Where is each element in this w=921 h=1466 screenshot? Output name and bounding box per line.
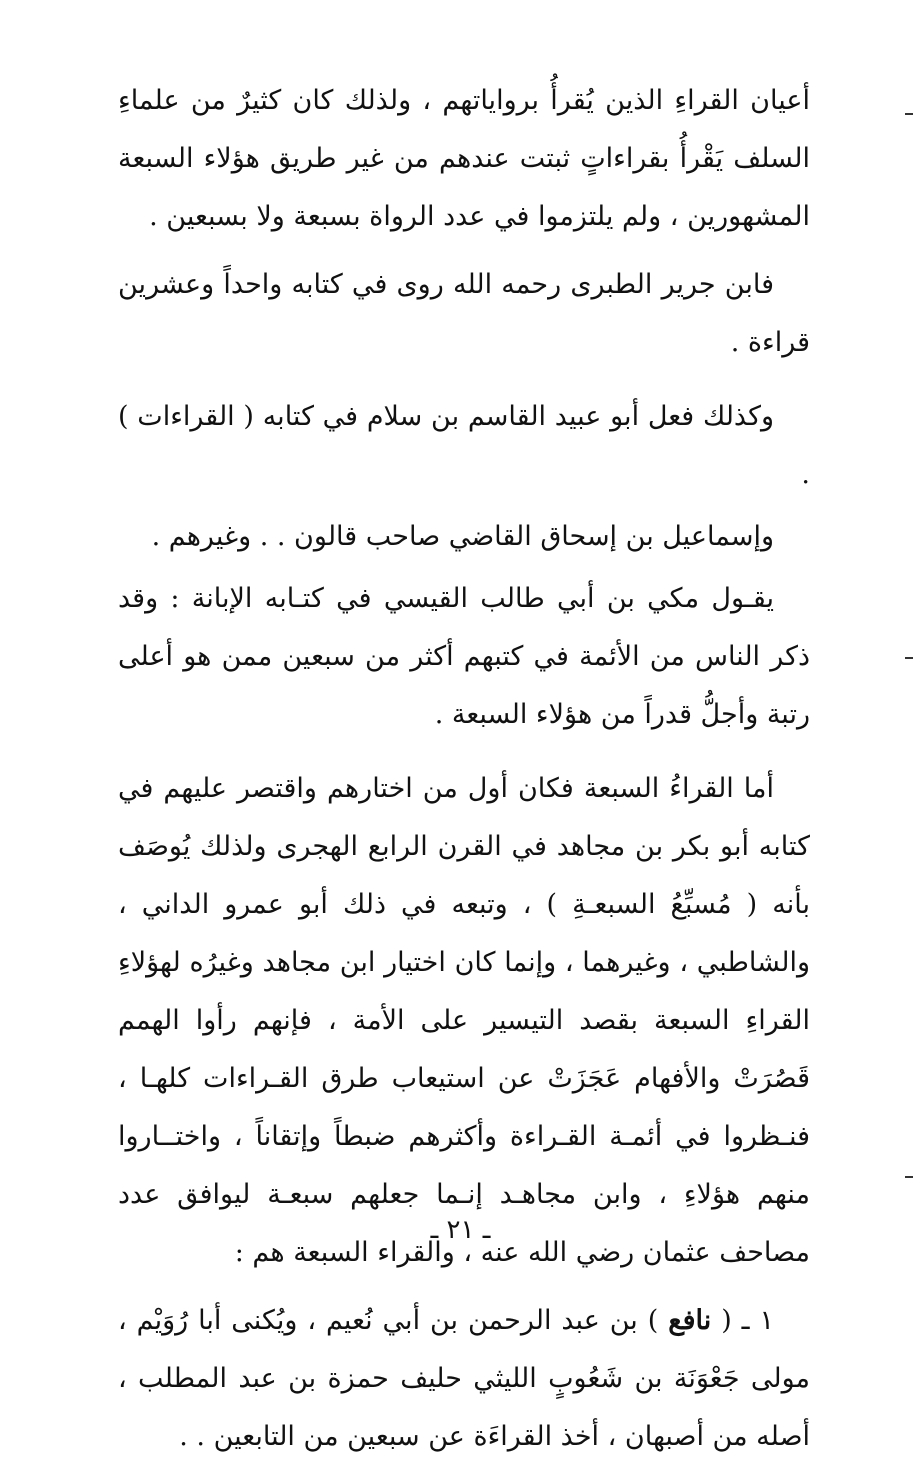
numbered-item bbox=[118, 1292, 810, 1466]
margin-mark bbox=[905, 657, 913, 659]
paragraph-1: أعيان القراءِ الذين يُقرأُ برواياتهم ، ولذلك كان كثيرٌ من علماءِ السلف يَقْرأُ بقراءاتٍ ثبتت عندهم من غير طريق هؤلاء السبعة المشهورين ، ولم يلتزموا في عدد الرواة بسبعة ولا بسبعين . bbox=[118, 85, 810, 232]
page-body bbox=[118, 72, 810, 1466]
item-prefix: ١ ـ ( bbox=[721, 1305, 775, 1336]
margin-mark bbox=[905, 1176, 913, 1178]
paragraph-5: يقـول مكي بن أبي طالب القيسي في كتـابه الإبانة : وقد ذكر الناس من الأئمة في كتبهم أكثر من سبعين ممن هو أعلى رتبة وأجلُّ قدراً من هؤلاء السبعة . bbox=[118, 583, 810, 730]
paragraph-3: وكذلك فعل أبو عبيد القاسم بن سلام في كتابه ( القراءات ) . bbox=[118, 401, 810, 490]
paragraph-2: فابن جرير الطبرى رحمه الله روى في كتابه واحداً وعشرين قراءة . bbox=[118, 269, 810, 358]
paragraph-6: أما القراءُ السبعة فكان أول من اختارهم واقتصر عليهم في كتابه أبو بكر بن مجاهد في القرن الرابع الهجرى ولذلك يُوصَف بأنه ( مُسبِّعُ السبعـةِ ) ، وتبعه في ذلك أبو عمرو الداني ، والشاطبي ، وغيرهما ، وإنما كان اختيار ابن مجاهد وغيرُه لهؤلاءِ القراءِ السبعة بقصد التيسير على الأمة ، فإنهم رأوا الهمم قَصُرَتْ والأفهام عَجَزَتْ عن استيعاب طرق القـراءات كلهـا ، فنـظروا في أئمـة القـراءة وأكثرهم ضبطاً وإتقاناً ، واختــاروا منهم هؤلاءِ ، وابن مجاهـد إنـما جعلهم سبعـة ليوافق عدد مصاحف عثمان رضي الله عنه ، والقراء السبعة هم : bbox=[118, 773, 810, 1268]
item-name: نافع bbox=[668, 1305, 712, 1336]
paragraph-4: وإسماعيل بن إسحاق القاضي صاحب قالون . . وغيرهم . bbox=[151, 521, 774, 552]
item-text: بن عبد الرحمن بن أبي نُعيم ، ويُكنى أبا رُوَيْم ، مولى جَعْوَنَة بن شَعُوبٍ الليثي حليف حمزة بن عبد المطلب ، أصله من أصبهان ، أخذ القراءَة عن سبعين من التابعين . . bbox=[118, 1305, 810, 1452]
margin-mark bbox=[905, 113, 913, 115]
page-number: ـ ٢١ ـ bbox=[430, 1215, 491, 1245]
item-suffix: ) bbox=[647, 1305, 659, 1336]
